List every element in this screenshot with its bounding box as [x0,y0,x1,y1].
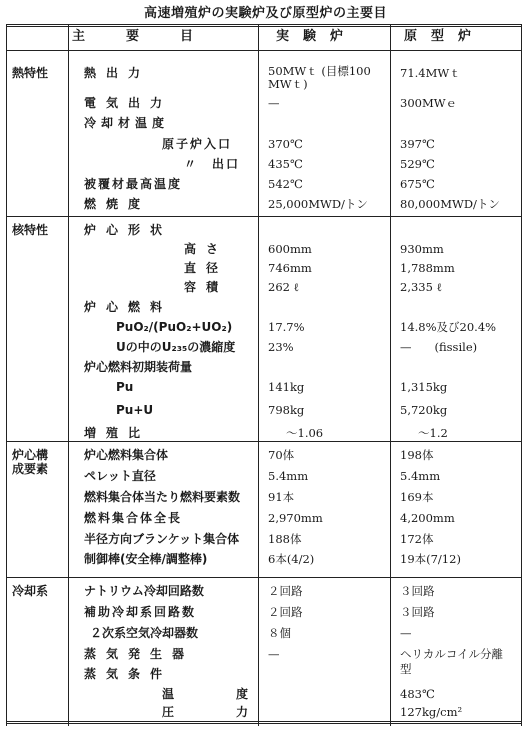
exp-u235-enrichment: 23% [268,340,294,354]
section-nuclear: 核特性 [12,223,49,237]
item-volume: 容積 [184,280,229,294]
section-core-structure-2: 成要素 [12,462,49,476]
item-breeding-ratio: 増殖比 [84,426,151,440]
item-temperature: 温度 [162,687,311,701]
proto-assembly-length: 4,200mm [400,511,455,525]
item-core-shape: 炉心形状 [84,223,173,237]
exp-core-fuel-assembly: 70体 [268,448,295,462]
item-assembly-length: 燃料集合体全長 [84,511,183,525]
item-pu: Pu [116,380,134,394]
item-diameter: 直径 [184,261,229,275]
proto-volume: 2,335 ℓ [400,280,443,294]
exp-thermal-output-cont: MWｔ) [268,77,308,91]
exp-reactor-outlet: 435℃ [268,157,303,171]
item-burnup: 燃焼度 [84,197,151,211]
proto-breeding-ratio: ～1.2 [418,426,448,440]
exp-sodium-loops: ２回路 [268,584,303,598]
proto-pellet-diameter: 5.4mm [400,469,441,483]
section-thermal: 熱特性 [12,66,49,80]
proto-pu: 1,315kg [400,380,448,394]
proto-reactor-outlet: 529℃ [400,157,435,171]
exp-breeding-ratio: ～1.06 [286,426,324,440]
exp-fuel-elements-per-assembly: 91本 [268,490,295,504]
column-divider [390,24,391,726]
exp-pellet-diameter: 5.4mm [268,469,309,483]
item-initial-fuel-load: 炉心燃料初期装荷量 [84,360,193,374]
table-left-border [6,24,7,726]
item-u235-enrichment: Uの中のU₂₃₅の濃縮度 [116,340,236,354]
proto-radial-blanket: 172体 [400,532,434,546]
proto-core-fuel-assembly: 198体 [400,448,434,462]
header-rule [6,50,522,51]
item-reactor-outlet: 〃 出口 [184,157,241,171]
item-coolant-temp: 冷却材温度 [84,116,170,130]
item-pellet-diameter: ペレット直径 [84,469,156,483]
proto-steam-generator: ヘリカルコイル分離 [400,647,504,661]
proto-cladding-max-temp: 675℃ [400,177,435,191]
exp-pu-u: 798kg [268,403,305,417]
column-divider [258,24,259,726]
column-divider [68,24,69,726]
exp-thermal-output: 50MWｔ (目標100 [268,64,371,78]
item-height: 高さ [184,242,229,256]
proto-reactor-inlet: 397℃ [400,137,435,151]
item-pu-u: Pu+U [116,403,154,417]
proto-secondary-air-coolers: — [400,626,412,640]
header-experimental-reactor: 実験炉 [276,29,358,44]
section-rule [6,216,522,217]
exp-secondary-air-coolers: ８個 [268,626,291,640]
item-radial-blanket: 半径方向ブランケット集合体 [84,532,240,546]
exp-height: 600mm [268,242,312,256]
item-aux-cooling-loops: 補助冷却系回路数 [84,605,197,619]
section-rule [6,577,522,578]
proto-height: 930mm [400,242,444,256]
exp-burnup: 25,000MWD/トン [268,197,368,211]
section-cooling: 冷却系 [12,584,49,598]
exp-cladding-max-temp: 542℃ [268,177,303,191]
proto-temperature: 483℃ [400,687,435,701]
proto-fuel-elements-per-assembly: 169本 [400,490,434,504]
proto-steam-generator-cont: 型 [400,662,412,676]
proto-burnup: 80,000MWD/トン [400,197,500,211]
exp-steam-generator: — [268,647,280,661]
proto-diameter: 1,788mm [400,261,455,275]
item-thermal-output: 熱出力 [84,66,151,80]
exp-radial-blanket: 188体 [268,532,302,546]
proto-thermal-output: 71.4MWｔ [400,66,461,80]
exp-volume: 262 ℓ [268,280,300,294]
proto-pressure: 127kg/cm² [400,705,463,719]
item-control-rods: 制御棒(安全棒/調整棒) [84,552,208,566]
exp-diameter: 746mm [268,261,312,275]
header-prototype-reactor: 原型炉 [404,29,486,44]
spec-table [6,24,522,726]
exp-reactor-inlet: 370℃ [268,137,303,151]
item-steam-generator: 蒸気発生器 [84,647,195,661]
item-pressure: 圧力 [162,705,311,719]
item-secondary-air-coolers: ２次系空気冷却器数 [90,626,199,640]
exp-pu: 141kg [268,380,305,394]
exp-puo2-ratio: 17.7% [268,320,305,334]
proto-u235-enrichment: — (fissile) [400,340,478,354]
item-sodium-loops: ナトリウム冷却回路数 [84,584,204,598]
item-reactor-inlet: 原子炉入口 [162,137,233,151]
exp-aux-cooling-loops: ２回路 [268,605,303,619]
exp-assembly-length: 2,970mm [268,511,323,525]
proto-sodium-loops: ３回路 [400,584,435,598]
item-steam-conditions: 蒸気条件 [84,667,173,681]
item-electric-output: 電気出力 [84,96,173,110]
item-puo2-ratio: PuO₂/(PuO₂+UO₂) [116,320,233,334]
proto-electric-output: 300MWｅ [400,96,458,110]
page-title: 高速増殖炉の実験炉及び原型炉の主要目 [143,6,387,21]
proto-control-rods: 19本(7/12) [400,552,461,566]
item-core-fuel-assembly: 炉心燃料集合体 [84,448,169,462]
item-core-fuel: 炉心燃料 [84,300,173,314]
table-right-border [521,24,522,726]
item-cladding-max-temp: 被覆材最高温度 [84,177,183,191]
exp-electric-output: — [268,96,280,110]
proto-pu-u: 5,720kg [400,403,448,417]
item-fuel-elements-per-assembly: 燃料集合体当たり燃料要素数 [84,490,241,504]
section-rule [6,441,522,442]
proto-puo2-ratio: 14.8%及び20.4% [400,320,497,334]
table-bottom-rule [6,721,522,727]
proto-aux-cooling-loops: ３回路 [400,605,435,619]
section-core-structure-1: 炉心構 [12,448,49,462]
header-main-items: 主 要 目 [72,29,208,44]
exp-control-rods: 6本(4/2) [268,552,315,566]
